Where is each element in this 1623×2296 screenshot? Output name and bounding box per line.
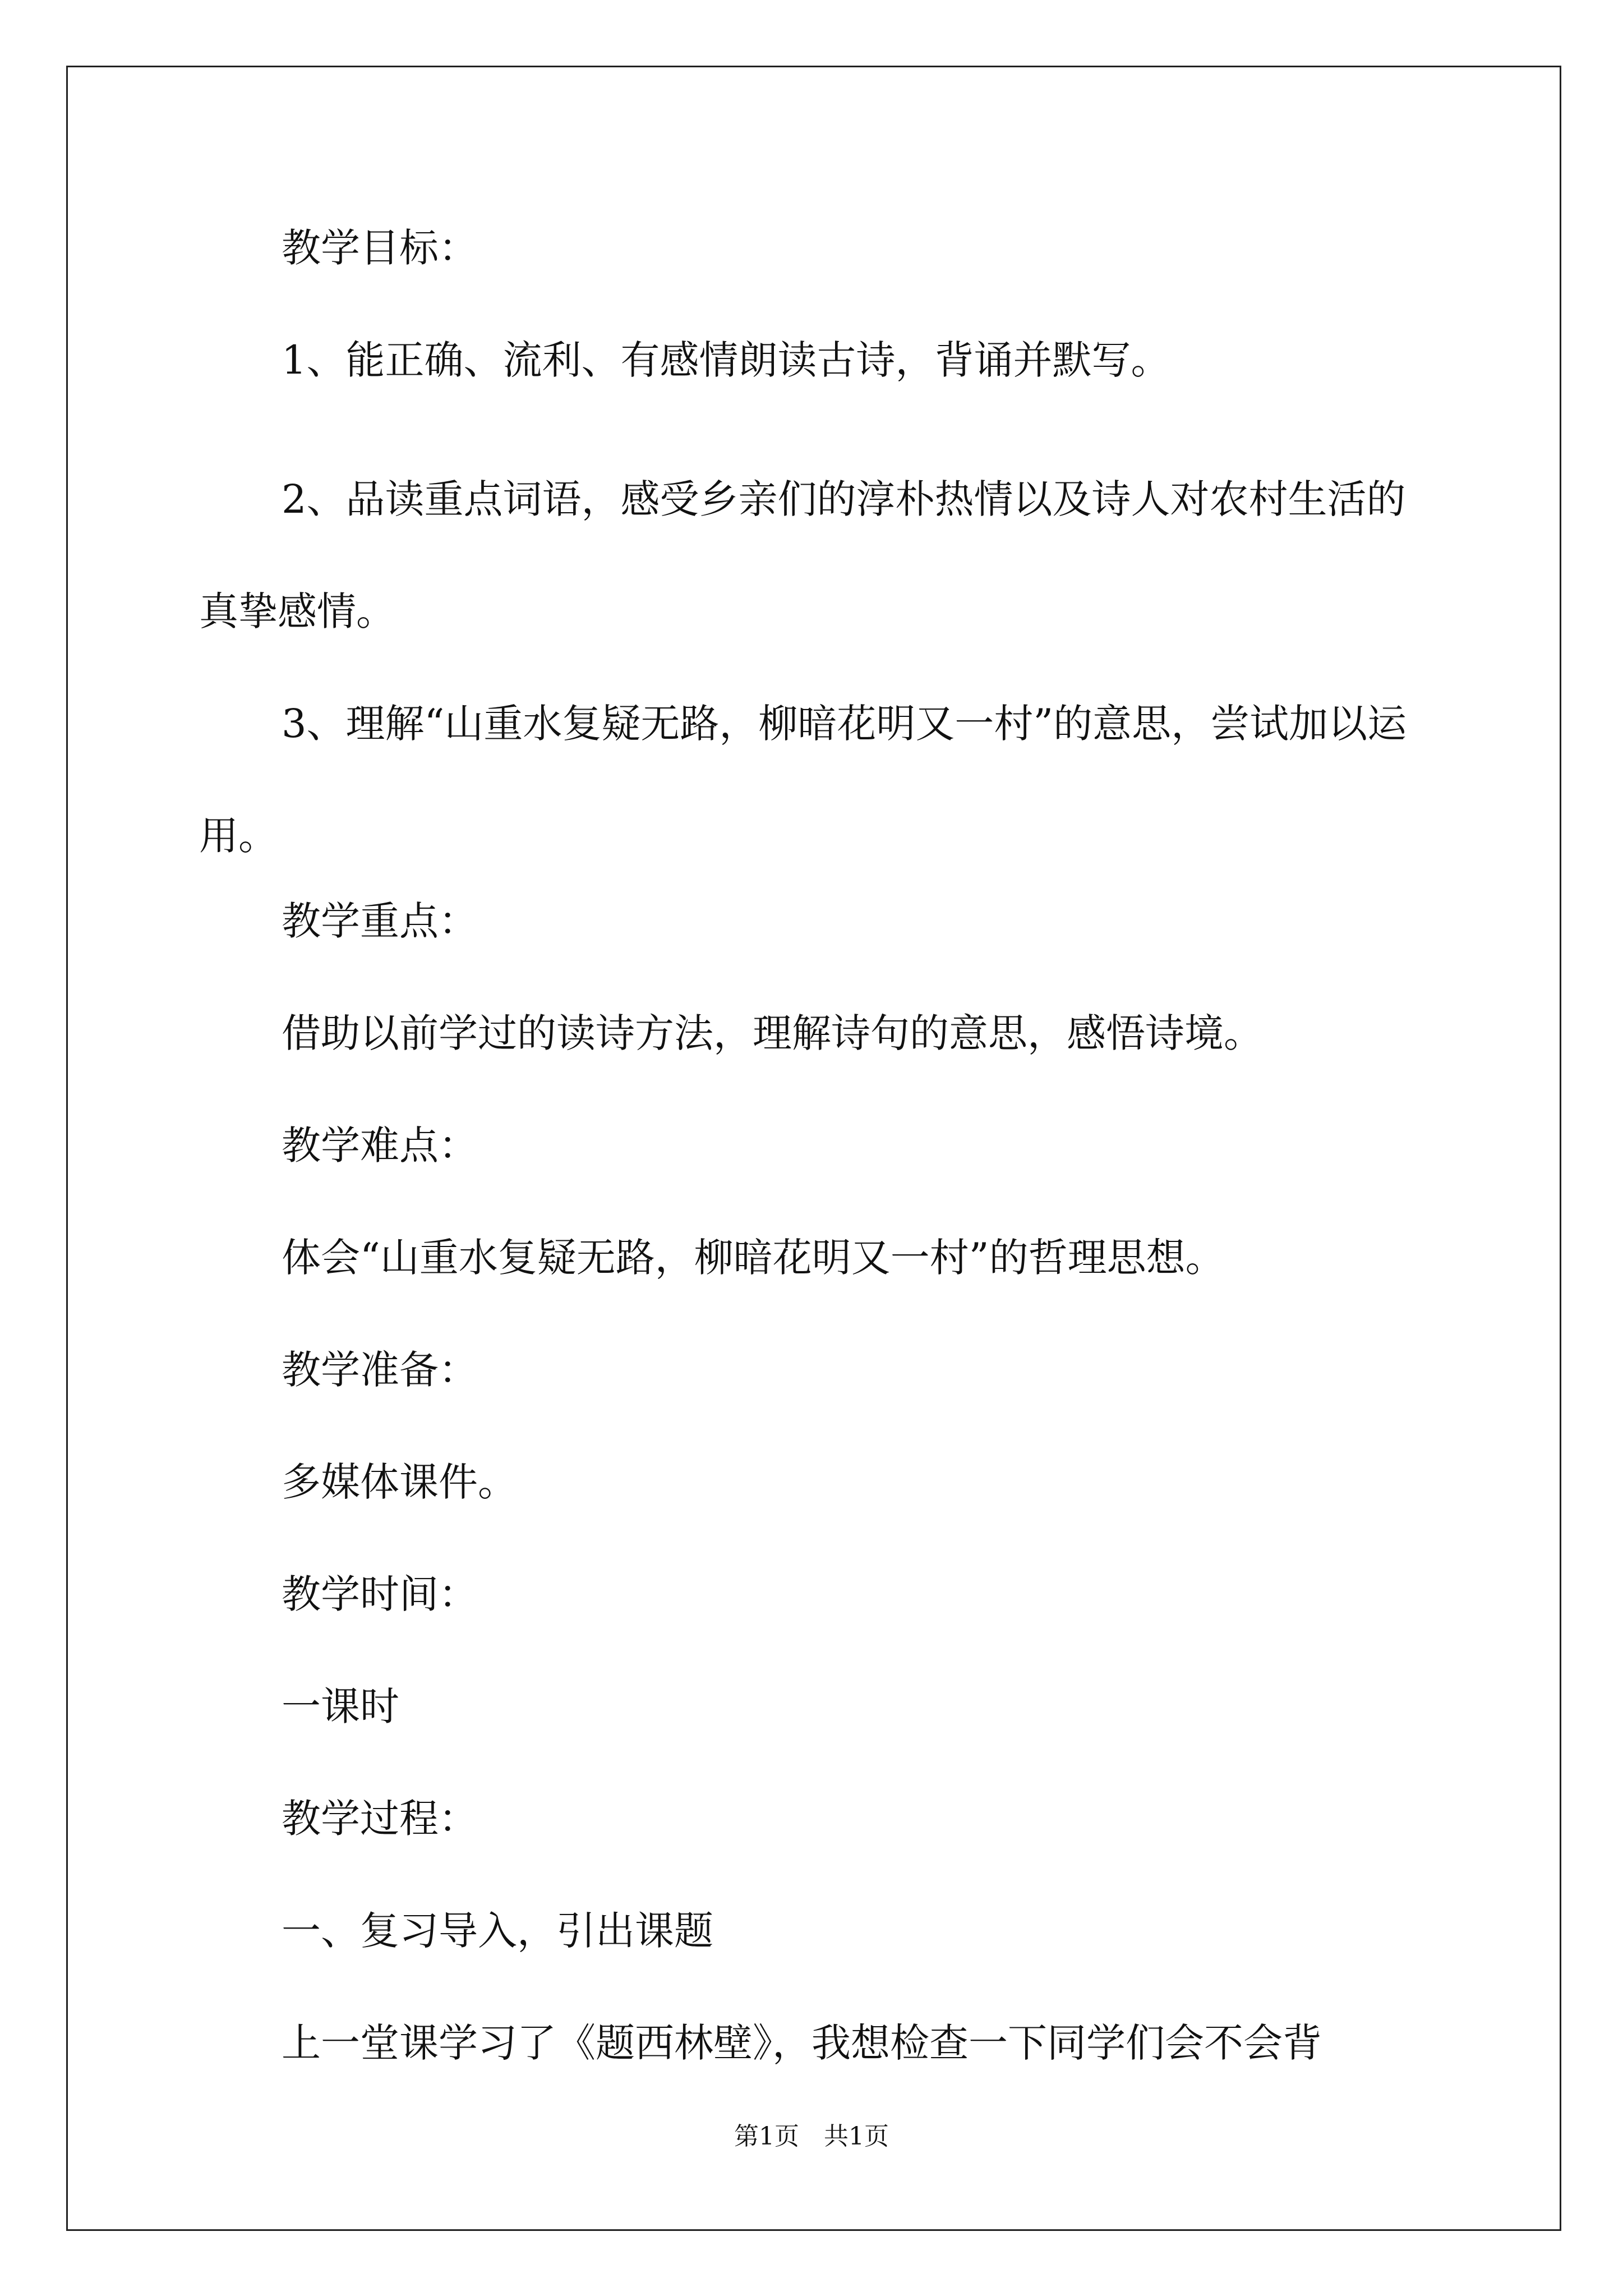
objective-3: 3、理解“山重水复疑无路，柳暗花明又一村”的意思，尝试加以运用。 bbox=[199, 701, 1407, 859]
difficulties-text: 体会“山重水复疑无路，柳暗花明又一村”的哲理思想。 bbox=[282, 1235, 1225, 1281]
process-text: 上一堂课学习了《题西林壁》，我想检查一下同学们会不会背 bbox=[282, 2020, 1322, 2066]
objective-1: 1、能正确、流利、有感情朗读古诗，背诵并默写。 bbox=[282, 337, 1170, 383]
heading-objectives: 教学目标： bbox=[282, 225, 478, 271]
heading-process: 教学过程： bbox=[282, 1796, 478, 1842]
key-points-text: 借助以前学过的读诗方法，理解诗句的意思，感悟诗境。 bbox=[282, 1010, 1263, 1056]
heading-preparation: 教学准备： bbox=[282, 1347, 478, 1393]
heading-difficulties: 教学难点： bbox=[282, 1122, 478, 1168]
preparation-text: 多媒体课件。 bbox=[282, 1459, 517, 1505]
process-step-1: 一、复习导入，引出课题 bbox=[282, 1908, 713, 1954]
duration-text: 一课时 bbox=[282, 1683, 399, 1729]
objective-2: 2、品读重点词语，感受乡亲们的淳朴热情以及诗人对农村生活的真挚感情。 bbox=[199, 476, 1406, 634]
page-footer: 第1页 共1页 bbox=[734, 2122, 889, 2151]
heading-key-points: 教学重点： bbox=[282, 898, 478, 944]
heading-duration: 教学时间： bbox=[282, 1571, 478, 1617]
